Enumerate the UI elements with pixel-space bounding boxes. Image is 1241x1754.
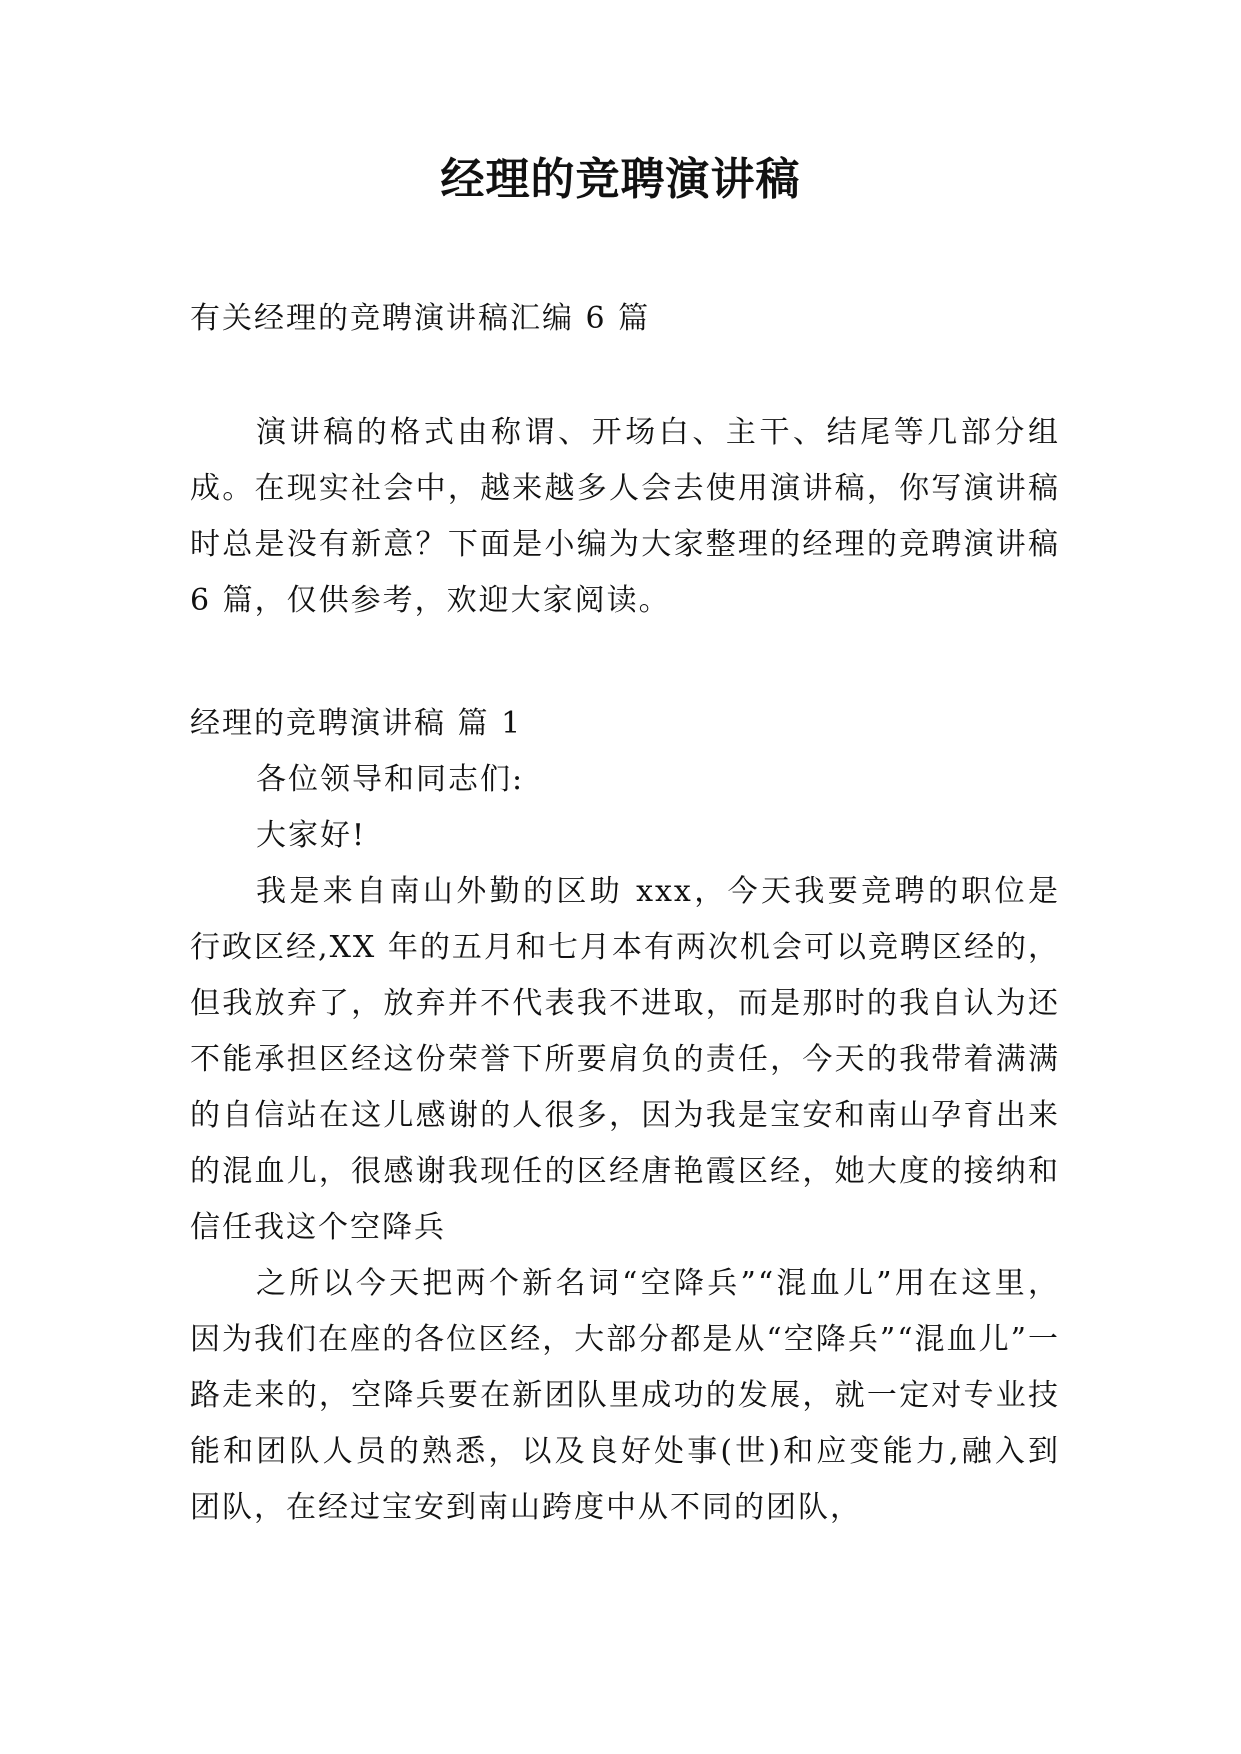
body-paragraph-2: 之所以今天把两个新名词“空降兵”“混血儿”用在这里，因为我们在座的各位区经，大部分都是从“空降兵”“混血儿”一路走来的，空降兵要在新团队里成功的发展，就一定对专业技能和团队人员的熟悉，以及良好处事(世)和应变能力,融入到团队，在经过宝安到南山跨度中从不同的团队， [190,1266,1060,1525]
greeting: 大家好! [256,818,367,853]
intro-paragraph: 演讲稿的格式由称谓、开场白、主干、结尾等几部分组成。在现实社会中，越来越多人会去使用演讲稿，你写演讲稿时总是没有新意？下面是小编为大家整理的经理的竞聘演讲稿 6 篇，仅供参考，欢迎大家阅读。 [190,415,1060,618]
salutation: 各位领导和同志们: [256,762,525,797]
section-title: 经理的竞聘演讲稿 篇 1 [190,706,523,741]
document-title: 经理的竞聘演讲稿 [440,154,801,205]
body-paragraph-1: 我是来自南山外勤的区助 xxx，今天我要竞聘的职位是行政区经,XX 年的五月和七月本有两次机会可以竞聘区经的，但我放弃了，放弃并不代表我不进取，而是那时的我自认为还不能承担区经这份荣誉下所要肩负的责任，今天的我带着满满的自信站在这儿感谢的人很多，因为我是宝安和南山孕育出来的混血儿，很感谢我现任的区经唐艳霞区经，她大度的接纳和信任我这个空降兵 [190,874,1060,1245]
document-subtitle: 有关经理的竞聘演讲稿汇编 6 篇 [190,301,651,336]
